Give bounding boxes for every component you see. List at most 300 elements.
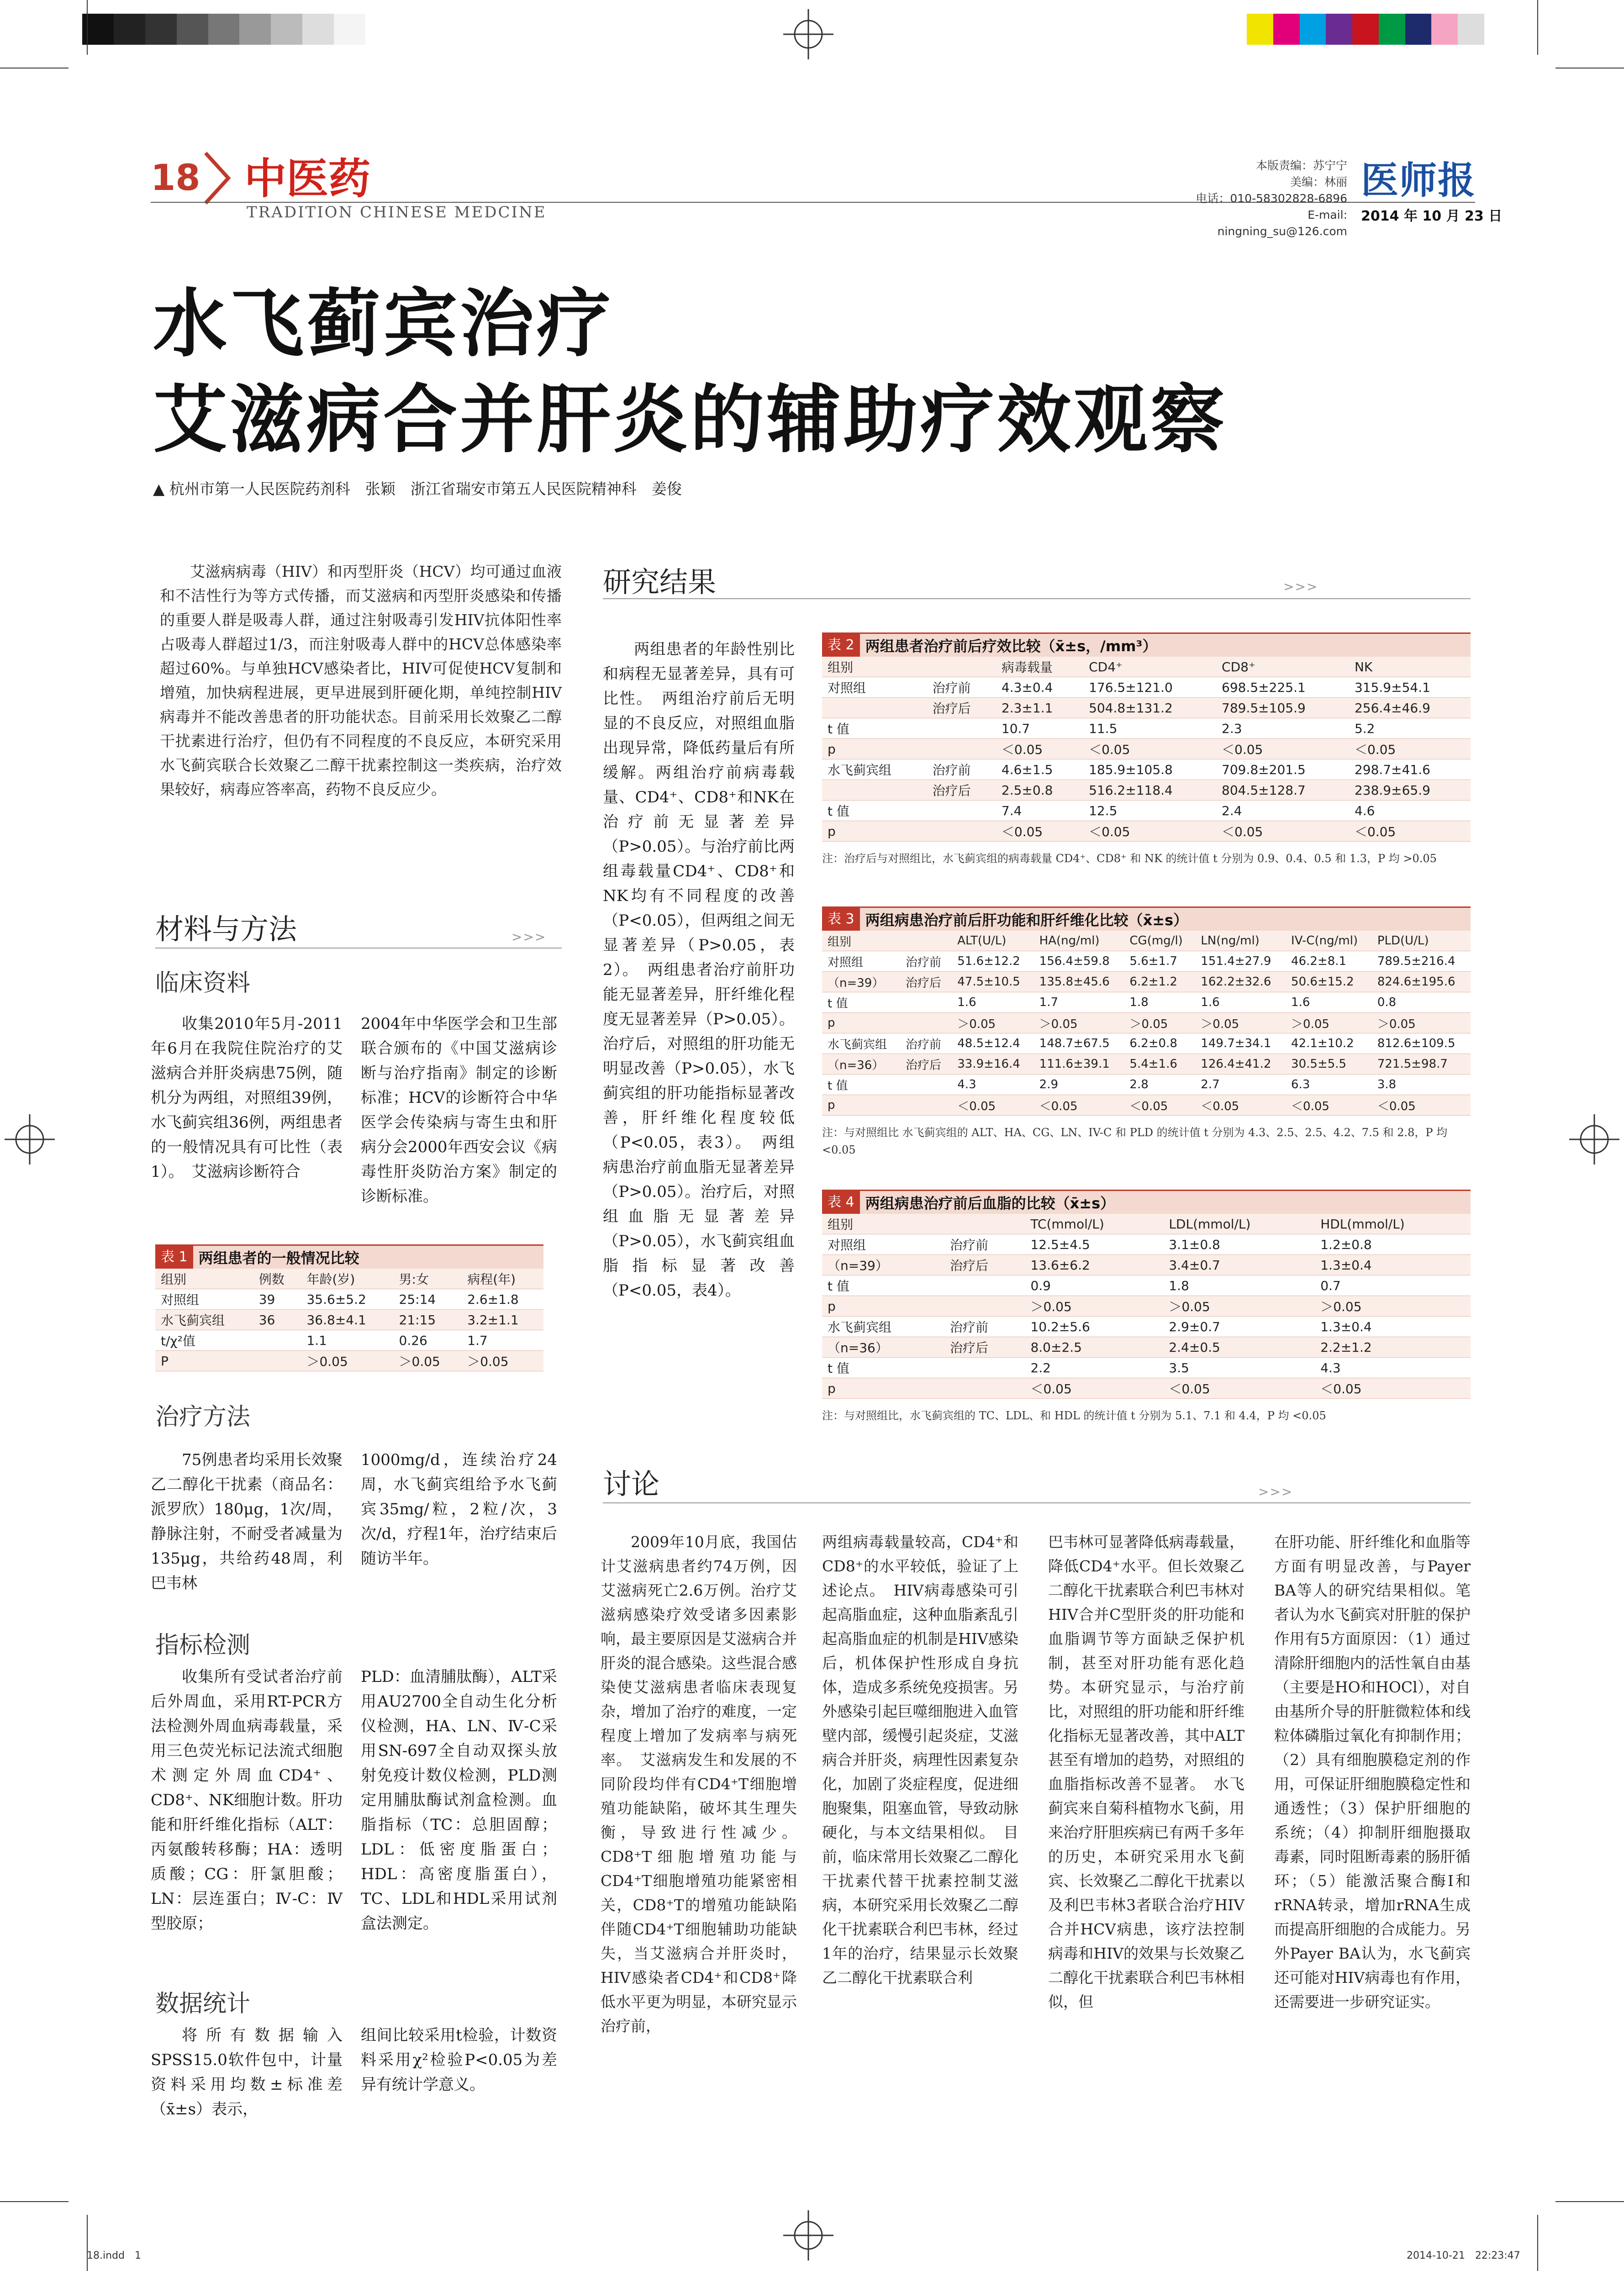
table-cell: （n=36）: [822, 1337, 944, 1358]
table-cell: 2.6±1.8: [462, 1289, 543, 1310]
table-cell: [944, 1275, 1025, 1296]
table-row: [822, 780, 1471, 801]
table-cell: 504.8±131.2: [1083, 698, 1216, 718]
discussion-heading: 讨论: [603, 1467, 660, 1501]
table-header-cell: IV-C(ng/ml): [1286, 931, 1372, 951]
author-line: [153, 477, 682, 499]
table-cell: 2.2±1.2: [1315, 1337, 1471, 1358]
table-row: [155, 1289, 543, 1310]
phone-number: 电话：010-58302828-6896: [1196, 192, 1347, 205]
table-cell: 804.5±128.7: [1216, 780, 1349, 801]
crop-mark: [0, 2201, 69, 2202]
indicators-text-col2: PLD：血清脯肽酶），ALT采用AU2700全自动生化分析仪检测，HA、LN、Ⅳ-C采用SN-697全自动双探头放射免疫计数仪检测，PLD测定用脯肽酶试剂盒检测。血脂指标（TC：总胆固醇；LDL：低密度脂蛋白；HDL：高密度脂蛋白），TC、LDL和HDL采用试剂盒法测定。: [361, 1668, 557, 1933]
table-cell: 185.9±105.8: [1083, 759, 1216, 780]
table-cell: 治疗前: [944, 1317, 1025, 1337]
indicators-heading: 指标检测: [155, 1632, 251, 1659]
table-header-cell: 病程(年): [462, 1269, 543, 1289]
registration-mark-icon: [5, 1114, 55, 1164]
table-header-cell: CG(mg/l): [1124, 931, 1195, 951]
table-title: 两组病患治疗前后血脂的比较（x̄±s）: [865, 1195, 1115, 1212]
table-row: [822, 992, 1471, 1013]
table-cell: p: [822, 1378, 944, 1399]
table-cell: 1.8: [1124, 992, 1195, 1013]
table-row: [155, 1310, 543, 1330]
table-cell: 162.2±32.6: [1195, 972, 1286, 992]
registration-mark-icon: [1569, 1114, 1619, 1164]
table-cell: 256.4±46.9: [1349, 698, 1471, 718]
table-cell: 水飞蓟宾组: [822, 1317, 944, 1337]
heading-rule: [603, 1502, 1471, 1503]
table-cell: ＞0.05: [1124, 1013, 1195, 1033]
stats-heading: 数据统计: [155, 1990, 251, 2018]
table-header-cell: LN(ng/ml): [1195, 931, 1286, 951]
section-subtitle: TRADITION CHINESE MEDCINE: [247, 203, 547, 221]
table-cell: 1.3±0.4: [1315, 1317, 1471, 1337]
table-cell: [944, 1358, 1025, 1378]
table-cell: 35.6±5.2: [301, 1289, 393, 1310]
table-cell: 7.4: [996, 801, 1083, 821]
table-cell: 789.5±105.9: [1216, 698, 1349, 718]
newspaper-logo: 医师报: [1361, 158, 1476, 202]
table-header-row: [822, 1214, 1471, 1234]
table-cell: ＜0.05: [996, 739, 1083, 759]
table-header-cell: PLD(U/L): [1372, 931, 1471, 951]
page-number: 18: [151, 158, 200, 199]
table-cell: [927, 739, 996, 759]
table-cell: ＞0.05: [301, 1351, 393, 1371]
table-cell: [927, 801, 996, 821]
section-title: 中医药: [244, 154, 371, 203]
table-cell: ＜0.05: [1034, 1095, 1124, 1116]
table-cell: 3.4±0.7: [1163, 1255, 1315, 1275]
table-cell: 6.2±0.8: [1124, 1033, 1195, 1054]
table-row: [822, 1296, 1471, 1317]
table-cell: 10.7: [996, 718, 1083, 739]
table-cell: 1.3±0.4: [1315, 1255, 1471, 1275]
methods-heading: 材料与方法: [155, 912, 297, 946]
table-4: [822, 1190, 1471, 1424]
table-cell: 6.3: [1286, 1075, 1372, 1095]
clinical-heading: 临床资料: [155, 970, 251, 997]
table-cell: ＜0.05: [1372, 1095, 1471, 1116]
table-header-cell: 组别: [822, 1214, 944, 1234]
table-cell: 2.2: [1025, 1358, 1163, 1378]
table-cell: 治疗后: [927, 698, 996, 718]
clinical-text-col1: 收集2010年5月-2011年6月在我院住院治疗的艾滋病合并肝炎病患75例，随机分为两组，对照组39例，水飞蓟宾组36例，两组患者的一般情况具有可比性（表1）。 艾滋病诊断符合: [151, 1015, 343, 1181]
table-cell: 1.6: [1286, 992, 1372, 1013]
table-4-grid: [822, 1214, 1471, 1399]
table-cell: 5.4±1.6: [1124, 1054, 1195, 1075]
table-row: [822, 1358, 1471, 1378]
table-cell: [927, 718, 996, 739]
table-header-cell: 例数: [253, 1269, 301, 1289]
table-title: 两组病患治疗前后肝功能和肝纤维化比较（x̄±s）: [865, 912, 1188, 929]
table-cell: t/χ²值: [155, 1330, 253, 1351]
table-cell: 对照组: [155, 1289, 253, 1310]
table-cell: ＜0.05: [1349, 739, 1471, 759]
table-cell: 156.4±59.8: [1034, 951, 1124, 972]
table-cell: 8.0±2.5: [1025, 1337, 1163, 1358]
table-header-cell: [927, 657, 996, 677]
author-names: 杭州市第一人民医院药剂科 张颖 浙江省瑞安市第五人民医院精神科 姜俊: [169, 480, 682, 498]
table-cell: ＞0.05: [1025, 1296, 1163, 1317]
table-cell: 36: [253, 1310, 301, 1330]
table-label: 表 4: [822, 1191, 860, 1214]
table-cell: t 值: [822, 1358, 944, 1378]
table-row: [822, 718, 1471, 739]
table-cell: 3.5: [1163, 1358, 1315, 1378]
table-cell: 238.9±65.9: [1349, 780, 1471, 801]
table-cell: 42.1±10.2: [1286, 1033, 1372, 1054]
table-header-cell: HDL(mmol/L): [1315, 1214, 1471, 1234]
art-editor-name: 美编：林丽: [1290, 175, 1347, 189]
table-row: [822, 1095, 1471, 1116]
table-cell: 698.5±225.1: [1216, 677, 1349, 698]
table-title: 两组患者治疗前后疗效比较（x̄±s，/mm³）: [865, 638, 1157, 655]
table-cell: 对照组: [822, 951, 900, 972]
table-cell: ＜0.05: [1025, 1378, 1163, 1399]
table-cell: 水飞蓟宾组: [155, 1310, 253, 1330]
table-cell: ＞0.05: [462, 1351, 543, 1371]
table-2: [822, 632, 1471, 867]
table-cell: 水飞蓟宾组: [822, 1033, 900, 1054]
table-label: 表 2: [822, 634, 860, 657]
table-cell: 126.4±41.2: [1195, 1054, 1286, 1075]
crop-mark: [1555, 2201, 1624, 2202]
table-cell: 治疗前: [900, 951, 952, 972]
table-cell: ＜0.05: [996, 821, 1083, 842]
table-cell: ＜0.05: [1083, 821, 1216, 842]
registration-mark-icon: [783, 2210, 833, 2260]
table-label: 表 1: [155, 1246, 193, 1269]
table-cell: 治疗后: [900, 972, 952, 992]
table-header-cell: 年龄(岁): [301, 1269, 393, 1289]
discussion-text-col2: 两组病毒载量较高，CD4⁺和CD8⁺的水平较低，验证了上述论点。 HIV病毒感染可引起高脂血症，这种血脂紊乱引起高脂血症的机制是HIV感染后，机体保护性形成自身抗体，造成多系统免疫损害。另外感染引起巨噬细胞进入血管壁内部，缓慢引起炎症，艾滋病合并肝炎，病理性因素复杂化，加剧了炎症程度，促进细胞聚集，阻塞血管，导致动脉硬化，与本文结果相似。 目前，临床常用长效聚乙二醇化干扰素代替干扰素控制艾滋病，本研究采用长效聚乙二醇化干扰素联合利巴韦林，经过1年的治疗，结果显示长效聚乙二醇化干扰素联合利: [822, 1533, 1018, 1986]
table-cell: 2.8: [1124, 1075, 1195, 1095]
table-header-cell: 组别: [155, 1269, 253, 1289]
table-cell: 12.5±4.5: [1025, 1234, 1163, 1255]
table-cell: 50.6±15.2: [1286, 972, 1372, 992]
table-cell: 6.2±1.2: [1124, 972, 1195, 992]
table-note: 注：与对照组比 水飞蓟宾组的 ALT、HA、CG、LN、IV-C 和 PLD 的统计值 t 分别为 4.3、2.5、2.5、4.2、7.5 和 2.8，P 均 <0.05: [822, 1126, 1448, 1156]
crop-mark: [87, 2215, 88, 2271]
table-row: [822, 1317, 1471, 1337]
table-cell: 0.7: [1315, 1275, 1471, 1296]
table-cell: ＞0.05: [1195, 1013, 1286, 1033]
chevron-right-icon: [201, 151, 233, 205]
table-cell: 721.5±98.7: [1372, 1054, 1471, 1075]
table-cell: 315.9±54.1: [1349, 677, 1471, 698]
table-cell: 1.7: [1034, 992, 1124, 1013]
table-cell: 对照组: [822, 677, 927, 698]
table-cell: ＜0.05: [1195, 1095, 1286, 1116]
table-cell: [822, 780, 927, 801]
table-cell: 516.2±118.4: [1083, 780, 1216, 801]
editor-info: [1192, 158, 1347, 240]
table-cell: ＞0.05: [952, 1013, 1033, 1033]
table-caption: [822, 906, 1471, 931]
table-header-cell: [944, 1214, 1025, 1234]
table-cell: 1.1: [301, 1330, 393, 1351]
table-cell: 治疗后: [927, 780, 996, 801]
table-row: [822, 1275, 1471, 1296]
table-cell: [822, 698, 927, 718]
treatment-heading: 治疗方法: [155, 1403, 251, 1431]
table-cell: ＜0.05: [1163, 1378, 1315, 1399]
table-cell: 2.5±0.8: [996, 780, 1083, 801]
table-cell: t 值: [822, 718, 927, 739]
table-header-cell: 男:女: [394, 1269, 462, 1289]
table-cell: t 值: [822, 1075, 900, 1095]
table-cell: 36.8±4.1: [301, 1310, 393, 1330]
table-header-cell: CD4⁺: [1083, 657, 1216, 677]
table-cell: 2.9: [1034, 1075, 1124, 1095]
table-cell: 治疗后: [944, 1337, 1025, 1358]
table-cell: [944, 1378, 1025, 1399]
table-cell: ＜0.05: [1286, 1095, 1372, 1116]
table-cell: 2.3: [1216, 718, 1349, 739]
heading-arrows-icon: >>>: [1283, 579, 1318, 594]
table-cell: [900, 1095, 952, 1116]
color-calibration-bar: [1247, 14, 1484, 45]
table-cell: 30.5±5.5: [1286, 1054, 1372, 1075]
treatment-text-col2: 1000mg/d，连续治疗24周，水飞蓟宾组给予水飞蓟宾35mg/粒，2粒/次，3次/d，疗程1年，治疗结束后随访半年。: [361, 1451, 557, 1568]
table-cell: ＞0.05: [1315, 1296, 1471, 1317]
table-header-cell: LDL(mmol/L): [1163, 1214, 1315, 1234]
table-row: [155, 1351, 543, 1371]
email-address: E-mail: ningning_su@126.com: [1217, 208, 1347, 238]
table-cell: 176.5±121.0: [1083, 677, 1216, 698]
footer-timestamp: 2014-10-21 22:23:47: [1407, 2250, 1520, 2261]
table-row: [822, 1234, 1471, 1255]
table-cell: 10.2±5.6: [1025, 1317, 1163, 1337]
table-header-cell: ALT(U/L): [952, 931, 1033, 951]
table-row: [822, 1255, 1471, 1275]
grayscale-calibration-bar: [82, 14, 365, 45]
heading-arrows-icon: >>>: [1258, 1484, 1293, 1499]
table-row: [822, 951, 1471, 972]
table-cell: 47.5±10.5: [952, 972, 1033, 992]
table-cell: [900, 1075, 952, 1095]
table-cell: [927, 821, 996, 842]
table-header-cell: [900, 931, 952, 951]
table-cell: 治疗前: [927, 759, 996, 780]
table-cell: ＜0.05: [1216, 821, 1349, 842]
table-cell: 0.26: [394, 1330, 462, 1351]
table-cell: 13.6±6.2: [1025, 1255, 1163, 1275]
discussion-text-col3: 巴韦林可显著降低病毒载量，降低CD4⁺水平。但长效聚乙二醇化干扰素联合利巴韦林对HIV合并C型肝炎的肝功能和血脂调节等方面缺乏保护机制，甚至对肝功能有恶化趋势。本研究显示，与治疗前比，对照组的肝功能和肝纤维化指标无显著改善，其中ALT甚至有增加的趋势，对照组的血脂指标改善不显著。 水飞蓟宾来自菊科植物水飞蓟，用来治疗肝胆疾病已有两千多年的历史，本研究采用水飞蓟宾、长效聚乙二醇化干扰素以及利巴韦林3者联合治疗HIV合并HCV病患，该疗法控制病毒和HIV的效果与长效聚乙二醇化干扰素联合利巴韦林相似，但: [1048, 1533, 1244, 2011]
table-cell: ＜0.05: [1216, 739, 1349, 759]
table-cell: p: [822, 821, 927, 842]
table-cell: [253, 1351, 301, 1371]
table-cell: 151.4±27.9: [1195, 951, 1286, 972]
editor-name: 本版责编：苏宁宁: [1255, 159, 1347, 172]
table-header-cell: HA(ng/ml): [1034, 931, 1124, 951]
table-cell: 4.6±1.5: [996, 759, 1083, 780]
table-cell: （n=39）: [822, 1255, 944, 1275]
table-cell: 治疗前: [927, 677, 996, 698]
table-cell: ＜0.05: [1315, 1378, 1471, 1399]
table-cell: 水飞蓟宾组: [822, 759, 927, 780]
table-cell: 1.6: [952, 992, 1033, 1013]
table-cell: 4.3±0.4: [996, 677, 1083, 698]
table-cell: 2.3±1.1: [996, 698, 1083, 718]
registration-mark-icon: [783, 9, 833, 59]
table-row: [822, 1033, 1471, 1054]
table-1-grid: [155, 1269, 543, 1371]
table-cell: p: [822, 1296, 944, 1317]
table-cell: p: [822, 739, 927, 759]
table-cell: [944, 1296, 1025, 1317]
table-header-row: [822, 657, 1471, 677]
table-cell: 48.5±12.4: [952, 1033, 1033, 1054]
table-header-cell: TC(mmol/L): [1025, 1214, 1163, 1234]
table-row: [822, 1013, 1471, 1033]
table-row: [822, 1075, 1471, 1095]
table-cell: 2.4: [1216, 801, 1349, 821]
table-cell: 148.7±67.5: [1034, 1033, 1124, 1054]
table-cell: 5.6±1.7: [1124, 951, 1195, 972]
table-cell: 135.8±45.6: [1034, 972, 1124, 992]
table-cell: 2.7: [1195, 1075, 1286, 1095]
table-cell: 治疗后: [944, 1255, 1025, 1275]
indicators-text-col1: 收集所有受试者治疗前后外周血，采用RT-PCR方法检测外周血病毒载量，采用三色荧光标记法流式细胞术测定外周血CD4⁺、CD8⁺、NK细胞计数。肝功能和肝纤维化指标（ALT：丙氨酸转移酶；HA：透明质酸；CG：肝氯胆酸；LN：层连蛋白；Ⅳ-C：Ⅳ型胶原；: [151, 1668, 343, 1933]
table-cell: t 值: [822, 1275, 944, 1296]
table-cell: ＞0.05: [1286, 1013, 1372, 1033]
table-1: [155, 1244, 543, 1371]
table-cell: ＞0.05: [1163, 1296, 1315, 1317]
table-cell: 824.6±195.6: [1372, 972, 1471, 992]
table-row: [822, 821, 1471, 842]
table-cell: 0.9: [1025, 1275, 1163, 1296]
table-cell: 33.9±16.4: [952, 1054, 1033, 1075]
table-cell: 3.2±1.1: [462, 1310, 543, 1330]
table-note: 注：与对照组比，水飞蓟宾组的 TC、LDL、和 HDL 的统计值 t 分别为 5.1、7.1 和 4.4，P 均 <0.05: [822, 1409, 1326, 1422]
results-text: 两组患者的年龄性别比和病程无显著差异，具有可比性。 两组治疗前后无明显的不良反应，对照组血脂出现异常，降低药量后有所缓解。两组治疗前病毒载量、CD4⁺、CD8⁺和NK在治疗前无显著差异（P>0.05）。与治疗前比两组毒载量CD4⁺、CD8⁺和NK均有不同程度的改善（P<0.05），但两组之间无显著差异（P>0.05，表2）。 两组患者治疗前肝功能无显著差异，肝纤维化程度无显著差异（P>0.05）。治疗后，对照组的肝功能无明显改善（P>0.05），水飞蓟宾组的肝功能指标显著改善，肝纤维化程度较低（P<0.05，表3）。 两组病患治疗前血脂无显著差异（P>0.05）。治疗后，对照组血脂无显著差异（P>0.05），水飞蓟宾组血脂指标显著改善（P<0.05，表4）。: [603, 640, 795, 1300]
table-caption: [155, 1244, 543, 1269]
abstract-text: 艾滋病病毒（HIV）和丙型肝炎（HCV）均可通过血液和不洁性行为等方式传播，而艾滋病和丙型肝炎感染和传播的重要人群是吸毒人群，通过注射吸毒引发HIV抗体阳性率占吸毒人群超过1/3，而注射吸毒人群中的HCV总体感染率超过60%。与单独HCV感染者比，HIV可促使HCV复制和增殖，加快病程进展，更早进展到肝硬化期，单纯控制HIV病毒并不能改善患者的肝功能状态。目前采用长效聚乙二醇干扰素进行治疗，但仍有不同程度的不良反应，本研究采用水飞蓟宾联合长效聚乙二醇干扰素控制这一类疾病，治疗效果较好，病毒应答率高，药物不良反应少。: [160, 563, 562, 798]
article-title-line-1: 水飞蓟宾治疗: [153, 280, 613, 367]
table-row: [822, 972, 1471, 992]
table-cell: 111.6±39.1: [1034, 1054, 1124, 1075]
table-cell: ＜0.05: [1083, 739, 1216, 759]
table-cell: ＜0.05: [952, 1095, 1033, 1116]
discussion-text-col1: 2009年10月底，我国估计艾滋病患者约74万例，因艾滋病死亡2.6万例。治疗艾滋病感染疗效受诸多因素影响，最主要原因是艾滋病合并肝炎的混合感染。这些混合感染使艾滋病患者临床表现复杂，增加了治疗的难度，一定程度上增加了发病率与病死率。 艾滋病发生和发展的不同阶段均伴有CD4⁺T细胞增殖功能缺陷，破坏其生理失衡，导致进行性减少。CD8⁺T细胞增殖功能与CD4⁺T细胞增殖功能紧密相关，CD8⁺T的增殖功能缺陷伴随CD4⁺T细胞辅助功能缺失，当艾滋病合并肝炎时，HIV感染者CD4⁺和CD8⁺降低水平更为明显，本研究显示治疗前，: [601, 1533, 797, 2035]
table-header-cell: 病毒载量: [996, 657, 1083, 677]
table-cell: [900, 1013, 952, 1033]
table-3-grid: [822, 931, 1471, 1116]
table-cell: 1.8: [1163, 1275, 1315, 1296]
table-cell: 1.2±0.8: [1315, 1234, 1471, 1255]
results-heading: 研究结果: [603, 565, 717, 599]
table-cell: 149.7±34.1: [1195, 1033, 1286, 1054]
table-cell: 51.6±12.2: [952, 951, 1033, 972]
crop-mark: [87, 0, 88, 55]
table-cell: [253, 1330, 301, 1351]
heading-arrows-icon: >>>: [511, 929, 547, 944]
crop-mark: [1537, 0, 1538, 55]
table-cell: 21:15: [394, 1310, 462, 1330]
table-cell: 39: [253, 1289, 301, 1310]
table-cell: 治疗前: [944, 1234, 1025, 1255]
table-cell: P: [155, 1351, 253, 1371]
crop-mark: [1537, 2215, 1538, 2271]
triangle-marker-icon: ▲: [153, 480, 165, 498]
footer-file-name: 18.indd 1: [87, 2250, 141, 2261]
table-label: 表 3: [822, 908, 860, 931]
stats-text-col2: 组间比较采用t检验，计数资料采用χ²检验P<0.05为差异有统计学意义。: [361, 2026, 557, 2094]
table-3: [822, 906, 1471, 1159]
clinical-text-col2: 2004年中华医学会和卫生部联合颁布的《中国艾滋病诊断与治疗指南》制定的诊断标准；HCV的诊断符合中华医学会传染病与寄生虫和肝病分会2000年西安会议《病毒性肝炎防治方案》制定的诊断标准。: [361, 1015, 557, 1206]
table-cell: 298.7±41.6: [1349, 759, 1471, 780]
table-row: [822, 1337, 1471, 1358]
table-cell: 5.2: [1349, 718, 1471, 739]
table-cell: ＜0.05: [1124, 1095, 1195, 1116]
table-cell: t 值: [822, 992, 900, 1013]
table-row: [822, 698, 1471, 718]
table-header-row: [822, 931, 1471, 951]
table-cell: 0.8: [1372, 992, 1471, 1013]
table-header-cell: CD8⁺: [1216, 657, 1349, 677]
table-cell: 1.7: [462, 1330, 543, 1351]
table-cell: ＞0.05: [1372, 1013, 1471, 1033]
table-row: [822, 1054, 1471, 1075]
table-row: [155, 1330, 543, 1351]
stats-text-col1: 将所有数据输入SPSS15.0软件包中，计量资料采用均数±标准差（x̄±s）表示，: [151, 2026, 343, 2118]
table-cell: ＞0.05: [394, 1351, 462, 1371]
table-cell: （n=39）: [822, 972, 900, 992]
table-row: [822, 801, 1471, 821]
table-cell: 4.6: [1349, 801, 1471, 821]
table-header-cell: 组别: [822, 657, 927, 677]
table-cell: 709.8±201.5: [1216, 759, 1349, 780]
table-cell: p: [822, 1013, 900, 1033]
table-2-grid: [822, 657, 1471, 842]
table-cell: 治疗前: [900, 1033, 952, 1054]
table-header-cell: NK: [1349, 657, 1471, 677]
table-note: 注：治疗后与对照组比，水飞蓟宾组的病毒载量 CD4⁺、CD8⁺ 和 NK 的统计值 t 分别为 0.9、0.4、0.5 和 1.3，P 均 >0.05: [822, 852, 1437, 865]
table-cell: 2.9±0.7: [1163, 1317, 1315, 1337]
table-header-cell: 组别: [822, 931, 900, 951]
table-cell: t 值: [822, 801, 927, 821]
table-cell: 46.2±8.1: [1286, 951, 1372, 972]
table-cell: [900, 992, 952, 1013]
table-cell: 4.3: [952, 1075, 1033, 1095]
table-cell: （n=36）: [822, 1054, 900, 1075]
table-caption: [822, 632, 1471, 657]
table-cell: ＞0.05: [1034, 1013, 1124, 1033]
table-cell: 25:14: [394, 1289, 462, 1310]
treatment-text-col1: 75例患者均采用长效聚乙二醇化干扰素（商品名：派罗欣）180μg，1次/周，静脉注射，不耐受者减量为135μg，共给药48周，利巴韦林: [151, 1451, 343, 1592]
table-row: [822, 677, 1471, 698]
table-cell: ＜0.05: [1349, 821, 1471, 842]
table-header-row: [155, 1269, 543, 1289]
heading-rule: [603, 598, 1471, 599]
table-title: 两组患者的一般情况比较: [198, 1249, 359, 1267]
table-row: [822, 739, 1471, 759]
discussion-text-col4: 在肝功能、肝纤维化和血脂等方面有明显改善，与Payer BA等人的研究结果相似。笔者认为水飞蓟宾对肝脏的保护作用有5方面原因：（1）通过清除肝细胞内的活性氧自由基（主要是HO和HOCl），对自由基所介导的肝脏微粒体和线粒体磷脂过氧化有抑制作用；（2）具有细胞膜稳定剂的作用，可保证肝细胞膜稳定性和通透性；（3）保护肝细胞的系统；（4）抑制肝细胞摄取毒素，同时阻断毒素的肠肝循环；（5）能激活聚合酶Ⅰ和rRNA转录，增加rRNA生成而提高肝细胞的合成能力。另外Payer BA认为，水飞蓟宾还可能对HIV病毒也有作用，还需要进一步研究证实。: [1274, 1533, 1471, 2011]
issue-date: 2014 年 10 月 23 日: [1361, 208, 1503, 224]
table-cell: 812.6±109.5: [1372, 1033, 1471, 1054]
table-cell: p: [822, 1095, 900, 1116]
table-cell: 11.5: [1083, 718, 1216, 739]
table-cell: 2.4±0.5: [1163, 1337, 1315, 1358]
table-cell: 3.1±0.8: [1163, 1234, 1315, 1255]
table-cell: 4.3: [1315, 1358, 1471, 1378]
table-cell: 对照组: [822, 1234, 944, 1255]
table-cell: 3.8: [1372, 1075, 1471, 1095]
table-caption: [822, 1190, 1471, 1214]
